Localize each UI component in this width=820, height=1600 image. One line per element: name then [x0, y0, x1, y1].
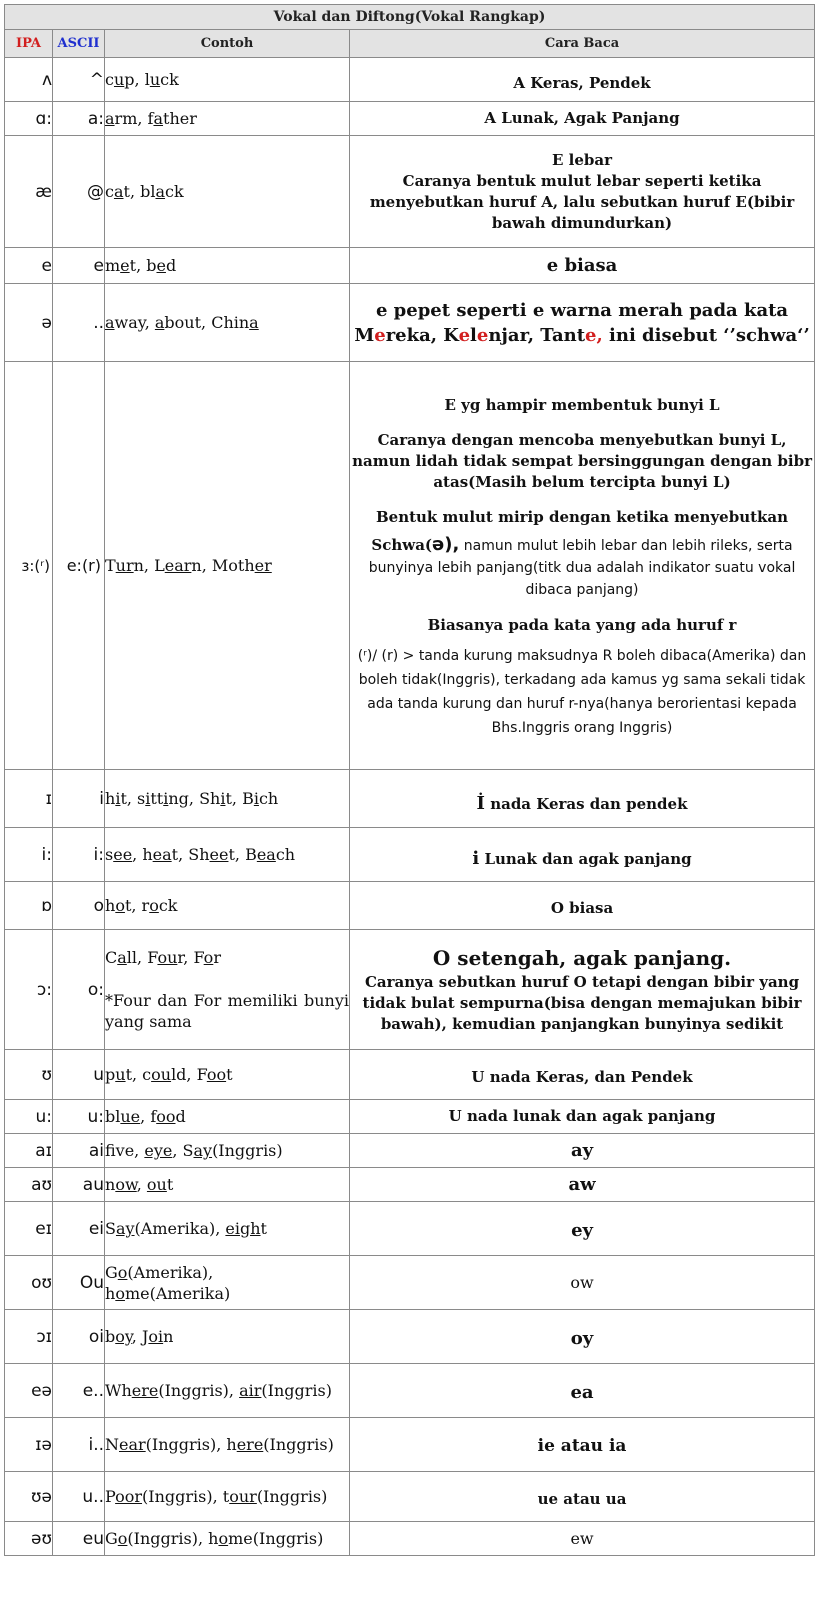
table-row	[5, 248, 815, 284]
example-words: blue, food	[105, 1100, 350, 1134]
ascii-symbol: ai	[53, 1134, 105, 1168]
pronunciation: E lebar Caranya bentuk mulut lebar seperti ketika menyebutkan huruf A, lalu sebutkan huruf E(bibir bawah dimundurkan)	[350, 136, 815, 248]
example-words: hot, rock	[105, 882, 350, 930]
table-row	[5, 58, 815, 102]
ascii-symbol: i:	[53, 828, 105, 882]
example-words: met, bed	[105, 248, 350, 284]
ipa-symbol: ɔ:	[5, 930, 53, 1050]
pronunciation: O setengah, agak panjang. Caranya sebutkan huruf O tetapi dengan bibir yang tidak bulat sempurna(bisa dengan memajukan bibir bawah), kemudian panjangkan bunyinya sedikit	[350, 930, 815, 1050]
table-row	[5, 1522, 815, 1556]
pronunciation: U nada Keras, dan Pendek	[350, 1050, 815, 1100]
pronunciation: ue atau ua	[350, 1472, 815, 1522]
header-cara-baca: Cara Baca	[350, 30, 815, 58]
pronunciation: ay	[350, 1134, 815, 1168]
table-row	[5, 1134, 815, 1168]
table-row	[5, 1364, 815, 1418]
example-words: boy, Join	[105, 1310, 350, 1364]
ipa-symbol: ɜ:(ʳ)	[5, 362, 53, 770]
ipa-symbol: æ	[5, 136, 53, 248]
example-words: now, out	[105, 1168, 350, 1202]
pronunciation: i Lunak dan agak panjang	[350, 828, 815, 882]
ascii-symbol: u:	[53, 1100, 105, 1134]
table-row	[5, 362, 815, 770]
ascii-symbol: ei	[53, 1202, 105, 1256]
example-words: Go(Amerika), home(Amerika)	[105, 1256, 350, 1310]
ipa-symbol: ʊə	[5, 1472, 53, 1522]
table-row	[5, 1472, 815, 1522]
ipa-symbol: aɪ	[5, 1134, 53, 1168]
ipa-symbol: ɪ	[5, 770, 53, 828]
pronunciation: O biasa	[350, 882, 815, 930]
table-row	[5, 1100, 815, 1134]
pronunciation: U nada lunak dan agak panjang	[350, 1100, 815, 1134]
table-row	[5, 828, 815, 882]
table-row	[5, 284, 815, 362]
vowel-diphthong-table	[4, 4, 815, 1556]
ipa-symbol: ɒ	[5, 882, 53, 930]
ascii-symbol: oi	[53, 1310, 105, 1364]
ascii-symbol: e..	[53, 1364, 105, 1418]
pronunciation: ea	[350, 1364, 815, 1418]
table-title: Vokal dan Diftong(Vokal Rangkap)	[5, 5, 815, 30]
ascii-symbol: u..	[53, 1472, 105, 1522]
pronunciation: aw	[350, 1168, 815, 1202]
pronunciation: ey	[350, 1202, 815, 1256]
table-row	[5, 1418, 815, 1472]
header-ipa: IPA	[5, 30, 53, 58]
pronunciation: e biasa	[350, 248, 815, 284]
example-words: away, about, China	[105, 284, 350, 362]
table-row	[5, 1202, 815, 1256]
pronunciation: İ nada Keras dan pendek	[350, 770, 815, 828]
ascii-symbol: u	[53, 1050, 105, 1100]
ascii-symbol: i	[53, 770, 105, 828]
example-words: arm, father	[105, 102, 350, 136]
ascii-symbol: a:	[53, 102, 105, 136]
pronunciation: oy	[350, 1310, 815, 1364]
table-row	[5, 1050, 815, 1100]
table-row	[5, 930, 815, 1050]
ipa-symbol: oʊ	[5, 1256, 53, 1310]
pronunciation: A Keras, Pendek	[350, 58, 815, 102]
example-words: see, heat, Sheet, Beach	[105, 828, 350, 882]
example-words: cup, luck	[105, 58, 350, 102]
example-words: hit, sitting, Shit, Bich	[105, 770, 350, 828]
example-words: Turn, Learn, Mother	[105, 362, 350, 770]
ascii-symbol: e	[53, 248, 105, 284]
table-row	[5, 136, 815, 248]
pronunciation: ow	[350, 1256, 815, 1310]
ipa-symbol: e	[5, 248, 53, 284]
example-note: *Four dan For memiliki bunyi yang sama	[105, 991, 349, 1031]
ascii-symbol: e:(r)	[53, 362, 105, 770]
table-row	[5, 1168, 815, 1202]
example-words: Go(Inggris), home(Inggris)	[105, 1522, 350, 1556]
ipa-symbol: ʌ	[5, 58, 53, 102]
ascii-symbol: i..	[53, 1418, 105, 1472]
ipa-symbol: ɔɪ	[5, 1310, 53, 1364]
ipa-symbol: i:	[5, 828, 53, 882]
ipa-symbol: ɑ:	[5, 102, 53, 136]
example-words: Say(Amerika), eight	[105, 1202, 350, 1256]
ascii-symbol: o	[53, 882, 105, 930]
ipa-symbol: ɪə	[5, 1418, 53, 1472]
table-row	[5, 882, 815, 930]
ipa-symbol: aʊ	[5, 1168, 53, 1202]
pronunciation: E yg hampir membentuk bunyi L Caranya dengan mencoba menyebutkan bunyi L, namun lidah tidak sempat bersinggungan dengan bibr atas(Masih belum tercipta bunyi L) Bentuk mulut mirip dengan ketika menyebutkan Schwa(ə), namun mulut lebih lebar dan lebih rileks, serta bunyinya lebih panjang(titk dua adalah indikator suatu vokal dibaca panjang) Biasanya pada kata yang ada huruf r (ʳ)/ (r) > tanda kurung maksudnya R boleh dibaca(Amerika) dan boleh tidak(Inggris), terkadang ada kamus yg sama sekali tidak ada tanda kurung dan huruf r-nya(hanya berorientasi kepada Bhs.Inggris orang Inggris)	[350, 362, 815, 770]
example-words: put, could, Foot	[105, 1050, 350, 1100]
ipa-symbol: eɪ	[5, 1202, 53, 1256]
pronunciation: ew	[350, 1522, 815, 1556]
ascii-symbol: @	[53, 136, 105, 248]
example-words: Poor(Inggris), tour(Inggris)	[105, 1472, 350, 1522]
ipa-symbol: əʊ	[5, 1522, 53, 1556]
ascii-symbol: Ou	[53, 1256, 105, 1310]
table-row	[5, 102, 815, 136]
ascii-symbol: au	[53, 1168, 105, 1202]
example-words: Call, Four, For *Four dan For memiliki bunyi yang sama	[105, 930, 350, 1050]
ipa-symbol: eə	[5, 1364, 53, 1418]
header-contoh: Contoh	[105, 30, 350, 58]
ipa-symbol: u:	[5, 1100, 53, 1134]
ascii-symbol: eu	[53, 1522, 105, 1556]
ascii-symbol: ..	[53, 284, 105, 362]
example-words: Near(Inggris), here(Inggris)	[105, 1418, 350, 1472]
ipa-symbol: ə	[5, 284, 53, 362]
example-words: fve, eye, Say(Inggris)	[105, 1134, 350, 1168]
example-words: cat, black	[105, 136, 350, 248]
ascii-symbol: o:	[53, 930, 105, 1050]
table-row	[5, 1256, 815, 1310]
header-ascii: ASCII	[53, 30, 105, 58]
table-row	[5, 770, 815, 828]
pronunciation: e pepet seperti e warna merah pada kata Mereka, Kelenjar, Tante, ini disebut ‘’schwa‘’	[350, 284, 815, 362]
pronunciation: ie atau ia	[350, 1418, 815, 1472]
example-words: Where(Inggris), air(Inggris)	[105, 1364, 350, 1418]
ipa-symbol: ʊ	[5, 1050, 53, 1100]
ascii-symbol: ^	[53, 58, 105, 102]
table-row	[5, 1310, 815, 1364]
pronunciation: A Lunak, Agak Panjang	[350, 102, 815, 136]
